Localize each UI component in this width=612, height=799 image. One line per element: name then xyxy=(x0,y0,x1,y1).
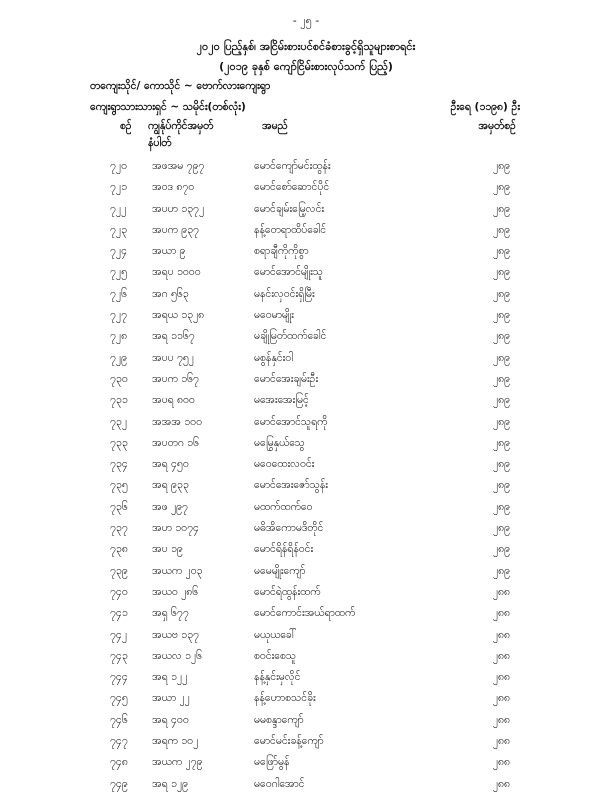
table-row xyxy=(0,479,612,500)
row-batch: ၂၈၈ xyxy=(492,756,510,769)
row-batch: ၂၈၉ xyxy=(492,436,510,449)
table-row xyxy=(0,181,612,202)
row-cert: အပဟ ၁၃၇၂ xyxy=(152,202,205,215)
row-cert: အဂ ၅၆၃ xyxy=(152,287,189,300)
row-cert: အယဝ ၂၈၆ xyxy=(152,585,199,598)
row-cert: အပက ၉၃၇ xyxy=(152,223,199,236)
row-batch: ၂၈၈ xyxy=(492,585,510,598)
row-batch: ၂၈၈ xyxy=(492,607,510,620)
row-number: ၇၃၂ xyxy=(110,415,127,428)
row-name: မဓိအိကောမဒိတိုင် xyxy=(254,522,324,535)
row-number: ၇၂၀ xyxy=(110,160,127,172)
row-number: ၇၂၈ xyxy=(110,330,128,343)
table-row xyxy=(0,735,612,756)
row-cert: အရက ၁၀၂ xyxy=(152,735,199,748)
row-cert: အယာ ၂၂ xyxy=(152,692,190,705)
row-batch: ၂၈၉ xyxy=(492,223,510,236)
row-batch: ၂၈၉ xyxy=(492,458,510,471)
row-batch: ၂၈၈ xyxy=(492,671,510,684)
table-row xyxy=(0,160,612,181)
row-name: မချိုမြတ်ထက်ခေါင် xyxy=(254,330,327,343)
row-number: ၇၃၇ xyxy=(110,522,128,535)
table-row xyxy=(0,394,612,415)
row-number: ၇၂၇ xyxy=(110,309,127,322)
row-number: ၇၄၉ xyxy=(110,777,128,790)
header-batch: အမှတ်စဉ် xyxy=(478,120,516,132)
row-cert: အပရ ၈၀၀ xyxy=(152,394,195,407)
row-number: ၇၄၂ xyxy=(110,628,127,641)
row-batch: ၂၈၉ xyxy=(492,394,510,407)
row-batch: ၂၈၉ xyxy=(492,351,510,364)
row-number: ၇၂၅ xyxy=(110,266,127,279)
row-batch: ၂၈၉ xyxy=(492,266,510,279)
row-number: ၇၄၅ xyxy=(110,692,128,705)
row-cert: အပ ၁၉ xyxy=(152,543,183,556)
row-cert: အရ ၄၀၀ xyxy=(152,713,189,726)
row-cert: အရ ၁၁၆၇ xyxy=(152,330,195,343)
row-name: မောင်ကောင်းအယ်ရာထက် xyxy=(254,607,356,620)
row-name: မောင်အောင်သူရကို xyxy=(254,415,328,428)
row-batch: ၂၈၉ xyxy=(492,330,510,343)
table-row xyxy=(0,245,612,266)
table-body xyxy=(0,160,612,799)
row-number: ၇၄၆ xyxy=(110,713,128,726)
row-name: မဖြော်မွန် xyxy=(254,756,290,769)
row-number: ၇၃၀ xyxy=(110,372,128,385)
location-line-2: ကျေးရွာသားသားရှင် ~ သမိုင်း(တစ်လုံး) xyxy=(90,101,246,113)
row-number: ၇၄၁ xyxy=(110,607,128,620)
table-row xyxy=(0,501,612,522)
row-number: ၇၄၄ xyxy=(110,671,128,684)
row-cert: အဖအမ ၇၉၇ xyxy=(152,160,205,172)
row-name: နန့်ဟောစသင်ခိုး xyxy=(254,692,316,705)
row-number: ၇၂၂ xyxy=(110,202,127,215)
table-row xyxy=(0,437,612,458)
row-name: မမြွေနှယ်သွေ xyxy=(254,436,305,449)
row-cert: အယက ၂၀၃ xyxy=(152,564,203,577)
table-row xyxy=(0,586,612,607)
header-no: စဉ် xyxy=(120,120,132,132)
row-batch: ၂၈၉ xyxy=(492,160,510,172)
table-row xyxy=(0,309,612,330)
table-row xyxy=(0,629,612,650)
row-batch: ၂၈၈ xyxy=(492,735,510,748)
row-number: ၇၄၀ xyxy=(110,585,128,598)
table-row xyxy=(0,522,612,543)
table-row xyxy=(0,203,612,224)
row-batch: ၂၈၉ xyxy=(492,479,510,492)
row-name: မစွန်နှင်းဝါ xyxy=(254,351,293,364)
row-name: မထက်ထက်ဝေ xyxy=(254,500,313,513)
table-row xyxy=(0,565,612,586)
row-number: ၇၃၆ xyxy=(110,500,128,513)
row-name: စဝင်းစေသူ xyxy=(254,649,297,662)
row-name: မယုယခေါ် xyxy=(254,628,297,641)
row-batch: ၂၈၉ xyxy=(492,202,510,215)
table-row xyxy=(0,330,612,351)
row-number: ၇၂၉ xyxy=(110,351,127,364)
row-batch: ၂၈၉ xyxy=(492,543,510,556)
row-cert: အပတဂ ၁၆ xyxy=(152,436,199,449)
row-cert: အရပ ၁၀၀၀ xyxy=(152,266,201,279)
row-cert: အဖ ၂၉၇ xyxy=(152,500,188,513)
row-batch: ၂၈၈ xyxy=(492,777,510,790)
row-name: နန့်နှင်းမှလိုင် xyxy=(254,671,301,684)
row-name: မောင်ရိန်ရိန်ဝင်း xyxy=(254,543,314,556)
row-batch: ၂၈၉ xyxy=(492,372,510,385)
row-name: မောင်အောင်မျိုးသူ xyxy=(254,266,323,279)
row-number: ၇၃၈ xyxy=(110,543,128,556)
table-row xyxy=(0,416,612,437)
row-batch: ၂၈၉ xyxy=(492,564,510,577)
row-name: မနင်းလှဝင်းရှိမြီး xyxy=(254,287,315,300)
row-name: မောင်အေးချမ်းဦး xyxy=(254,372,319,385)
row-batch: ၂၈၉ xyxy=(492,181,510,194)
table-row xyxy=(0,714,612,735)
row-cert: အရှ ၆၇၇ xyxy=(152,607,189,620)
table-row xyxy=(0,756,612,777)
row-batch: ၂၈၉ xyxy=(492,415,510,428)
header-cert: ကျွန်ုပ်ကိုင်အမှတ် xyxy=(148,120,214,132)
header-name: အမည် xyxy=(262,120,288,132)
row-number: ၇၂၄ xyxy=(110,245,127,258)
row-cert: အပက ၁၆၇ xyxy=(152,372,199,385)
row-number: ၇၄၇ xyxy=(110,735,128,748)
table-row xyxy=(0,692,612,713)
row-cert: အယလ ၁၂၆ xyxy=(152,649,202,662)
row-cert: အယဗ ၁၃၇ xyxy=(152,628,199,641)
row-batch: ၂၈၉ xyxy=(492,522,510,535)
row-name: မောင်စော်ဆောင်ပိုင် xyxy=(254,181,330,194)
row-name: မဝေထေးလဝင်း xyxy=(254,458,315,471)
row-name: မောင်မင်းခန့်ကျော် xyxy=(254,735,324,748)
row-number: ၇၃၃ xyxy=(110,436,128,449)
row-name: မမစန္ဒာကျော် xyxy=(254,713,304,726)
table-row xyxy=(0,607,612,628)
row-cert: အဝဒ ၈၇၀ xyxy=(152,181,195,194)
row-batch: ၂၈၈ xyxy=(492,628,510,641)
row-name: မောင်ကျော်မင်းထွန်း xyxy=(254,160,331,172)
row-batch: ၂၈၉ xyxy=(492,309,510,322)
row-name: မောင်ချမ်းမြေ့လင်း xyxy=(254,202,325,215)
document-title: ၂၀၂၀ ပြည့်နှစ်၊ အငြိမ်းစားပင်စင်ခံစားခွင့်ရှိသူများစာရင်း xyxy=(196,40,416,53)
row-cert: အရယ ၁၃၂၈ xyxy=(152,309,205,322)
table-row xyxy=(0,650,612,671)
row-number: ၇၂၆ xyxy=(110,287,127,300)
location-line-1: တကျေးသိုင်/ ကောသိုင် ~ ဗောက်လားကျေးရွာ xyxy=(90,80,271,92)
row-number: ၇၂၃ xyxy=(110,223,127,236)
table-row xyxy=(0,373,612,394)
row-name: မဝေဂါအောင် xyxy=(254,777,305,790)
row-number: ၇၂၁ xyxy=(110,181,127,194)
row-name: နန့်တေရာထိပ်ခေါင် xyxy=(254,223,327,236)
row-cert: အအအ ၁၀၀ xyxy=(152,415,202,428)
row-batch: ၂၈၉ xyxy=(492,287,510,300)
row-cert: အပပ ၇၅၂ xyxy=(152,351,194,364)
table-row xyxy=(0,288,612,309)
document-subtitle: (၂၀၁၉ ခုနှစ် ကျော်ငြိမ်းစားလုပ်သက် ပြည့်) xyxy=(219,60,393,73)
table-row xyxy=(0,458,612,479)
row-name: မောင်အေးဇော်သွန်း xyxy=(254,479,328,492)
row-batch: ၂၈၉ xyxy=(492,245,510,258)
row-cert: အရ ၉၃၃ xyxy=(152,479,189,492)
table-row xyxy=(0,224,612,245)
row-number: ၇၃၅ xyxy=(110,479,128,492)
row-cert: အဟ ၁၀၇၄ xyxy=(152,522,199,535)
row-name: မောင်ရဲထွန်းထက် xyxy=(254,585,321,598)
page-number: - ၂၅ - xyxy=(292,14,320,27)
row-name: မဝေမာမျိုး xyxy=(254,309,294,322)
row-cert: အရ ၁၂၉ xyxy=(152,777,188,790)
row-cert: အရ ၄၅၀ xyxy=(152,458,189,471)
table-row xyxy=(0,352,612,373)
row-name: မမေမျိုးကျော် xyxy=(254,564,306,577)
year-note: ဦးရေ (၁၁၉၈) ဦး xyxy=(450,101,520,113)
row-name: မအေးအေးမြင့် xyxy=(254,394,309,407)
row-cert: အယာ ၉ xyxy=(152,245,186,258)
row-batch: ၂၈၈ xyxy=(492,713,510,726)
row-batch: ၂၈၈ xyxy=(492,649,510,662)
row-batch: ၂၈၈ xyxy=(492,692,510,705)
row-name: စရာချီကိုကိုစွာ xyxy=(254,245,309,258)
row-number: ၇၃၉ xyxy=(110,564,128,577)
row-batch: ၂၈၉ xyxy=(492,500,510,513)
row-number: ၇၃၄ xyxy=(110,458,128,471)
table-row xyxy=(0,266,612,287)
table-row xyxy=(0,671,612,692)
row-cert: အရ ၁၂၂ xyxy=(152,671,188,684)
table-row xyxy=(0,778,612,799)
row-number: ၇၄၈ xyxy=(110,756,128,769)
header-cert-sub: နံပါတ် xyxy=(148,137,172,149)
table-row xyxy=(0,543,612,564)
row-number: ၇၄၃ xyxy=(110,649,128,662)
row-number: ၇၃၁ xyxy=(110,394,128,407)
row-cert: အယက ၂၇၉ xyxy=(152,756,203,769)
